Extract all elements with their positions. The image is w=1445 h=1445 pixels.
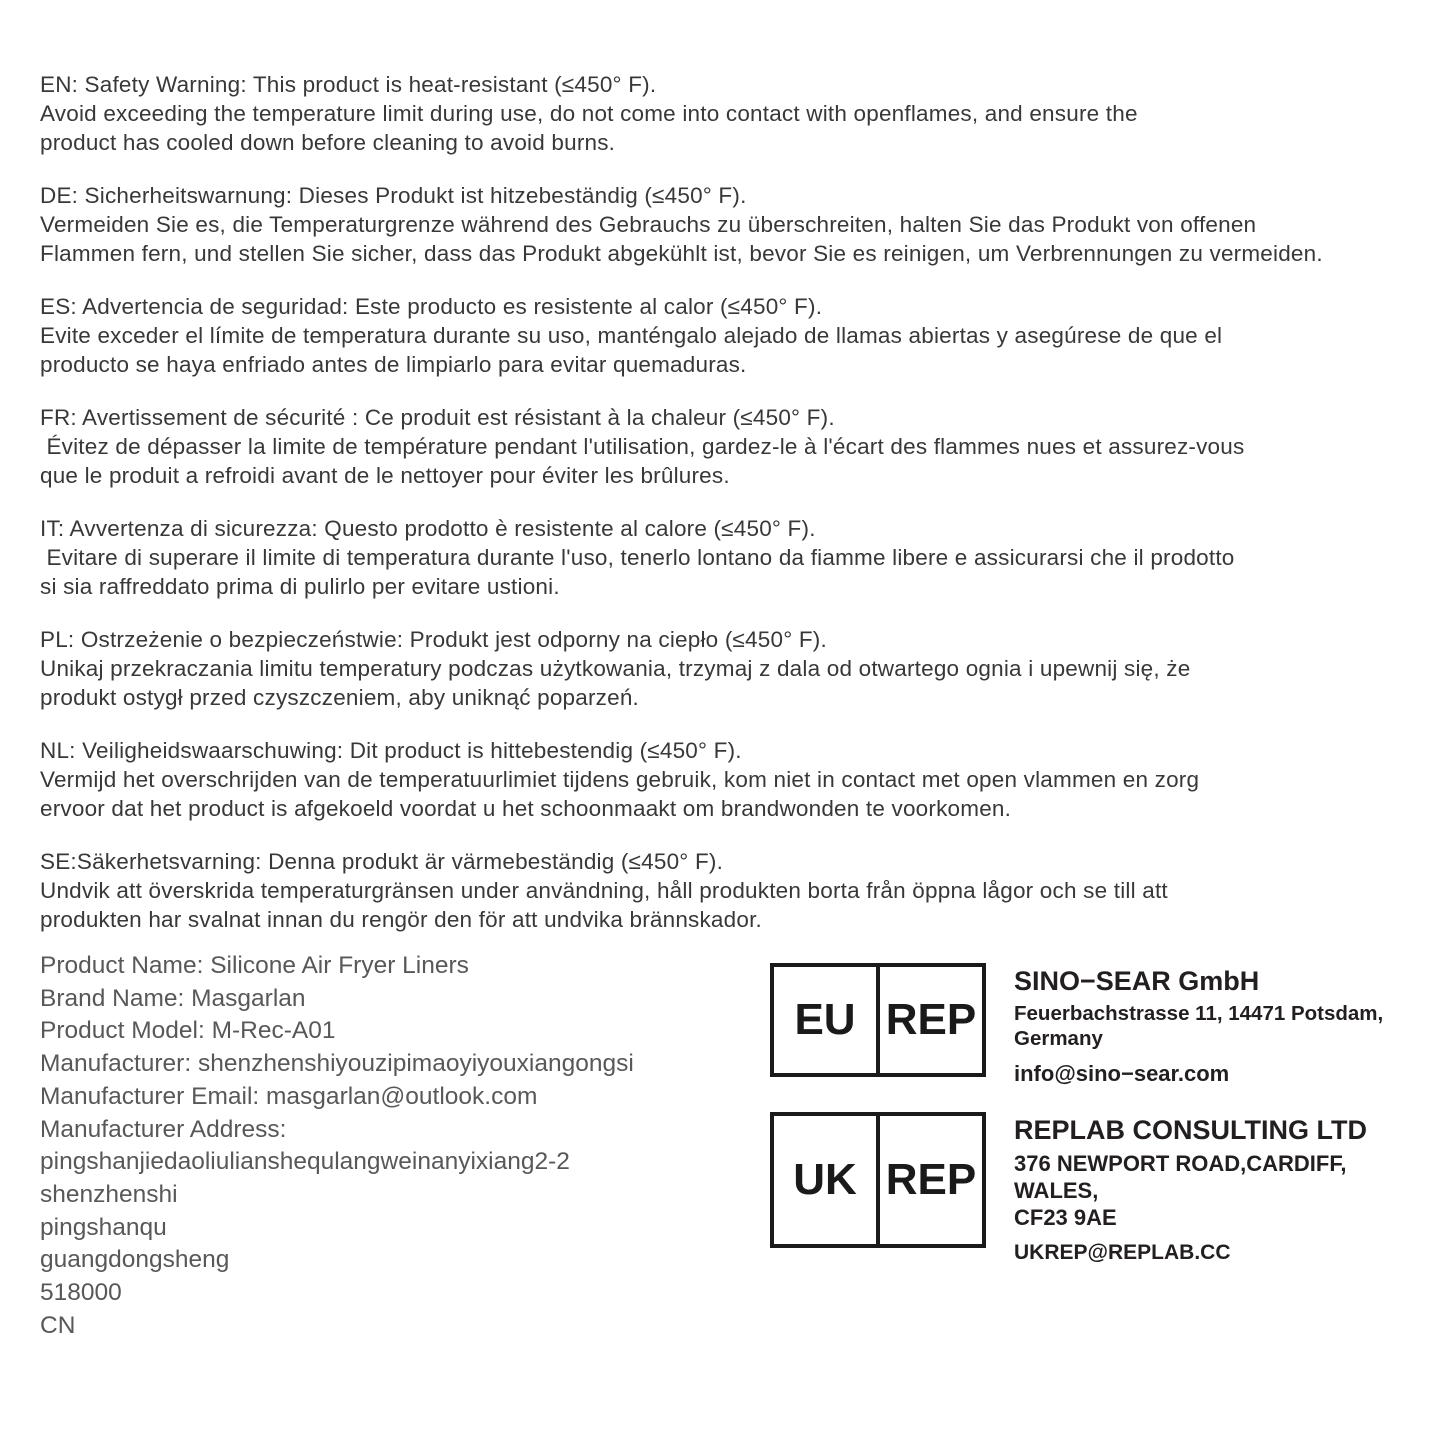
warning-line: DE: Sicherheitswarnung: Dieses Produkt ist hitzebeständig (≤450° F).: [40, 183, 747, 208]
warning-block-pl: [40, 625, 1420, 712]
address-line: pingshanjiedaoliulianshequlangweinanyixiang2-2: [40, 1148, 570, 1176]
uk-rep-icon-left-cell: UK: [770, 1112, 880, 1248]
warning-block-en: [40, 70, 1420, 157]
warning-line: NL: Veiligheidswaarschuwing: Dit product is hittebestendig (≤450° F).: [40, 738, 742, 763]
eu-rep-address-line: Germany: [1014, 1027, 1103, 1050]
eu-rep-address: [1014, 1001, 1383, 1051]
uk-rep-row: [770, 1112, 1420, 1265]
warning-line: IT: Avvertenza di sicurezza: Questo prodotto è resistente al calore (≤450° F).: [40, 516, 816, 541]
address-country-line: CN: [40, 1311, 76, 1339]
warning-line: product has cooled down before cleaning to avoid burns.: [40, 130, 616, 155]
manufacturer-email-line: Manufacturer Email: masgarlan@outlook.com: [40, 1082, 538, 1110]
eu-rep-info: [1014, 963, 1383, 1087]
warning-block-nl: [40, 736, 1420, 823]
warning-line: producto se haya enfriado antes de limpiarlo para evitar quemaduras.: [40, 352, 747, 377]
warning-line: que le produit a refroidi avant de le nettoyer pour éviter les brûlures.: [40, 463, 730, 488]
product-info-section: [40, 950, 740, 1342]
warning-line: SE:Säkerhetsvarning: Denna produkt är värmebeständig (≤450° F).: [40, 849, 724, 874]
uk-rep-email: UKREP@REPLAB.CC: [1014, 1241, 1231, 1264]
eu-rep-row: [770, 963, 1420, 1087]
representatives-section: [770, 963, 1420, 1290]
warning-line: Undvik att överskrida temperaturgränsen under användning, håll produkten borta från öppna lågor och se till att: [40, 878, 1168, 903]
uk-rep-icon: [770, 1112, 986, 1248]
manufacturer-line: Manufacturer: shenzhenshiyouzipimaoyiyouxiangongsi: [40, 1050, 634, 1078]
uk-rep-icon-right-cell: REP: [876, 1112, 986, 1248]
eu-rep-email: info@sino−sear.com: [1014, 1061, 1230, 1086]
warning-line: Vermijd het overschrijden van de temperatuurlimiet tijdens gebruik, kom niet in contact met open vlammen en zorg: [40, 767, 1200, 792]
uk-rep-address-line: CF23 9AE: [1014, 1205, 1117, 1230]
eu-rep-icon-right-cell: REP: [876, 963, 986, 1077]
warning-block-es: [40, 292, 1420, 379]
warning-line: produkten har svalnat innan du rengör den för att undvika brännskador.: [40, 907, 762, 932]
warning-block-se: [40, 847, 1420, 934]
product-name-line: Product Name: Silicone Air Fryer Liners: [40, 952, 469, 979]
warning-line: si sia raffreddato prima di pulirlo per evitare ustioni.: [40, 574, 560, 599]
warning-line: FR: Avertissement de sécurité : Ce produit est résistant à la chaleur (≤450° F).: [40, 405, 835, 430]
eu-rep-icon-left-cell: EU: [770, 963, 880, 1077]
warning-line: Unikaj przekraczania limitu temperatury podczas użytkowania, trzymaj z dala od otwartego ognia i upewnij się, że: [40, 656, 1191, 681]
safety-warnings-section: [40, 70, 1420, 958]
address-line: shenzhenshi: [40, 1180, 178, 1208]
uk-rep-address-line: 376 NEWPORT ROAD,CARDIFF, WALES,: [1014, 1151, 1347, 1203]
warning-line: ervoor dat het product is afgekoeld voordat u het schoonmaakt om brandwonden te voorkomen.: [40, 796, 1012, 821]
warning-line: ES: Advertencia de seguridad: Este producto es resistente al calor (≤450° F).: [40, 294, 823, 319]
address-line: guangdongsheng: [40, 1246, 230, 1274]
product-model-line: Product Model: M-Rec-A01: [40, 1017, 336, 1045]
uk-rep-address: [1014, 1150, 1420, 1231]
warning-block-it: [40, 514, 1420, 601]
warning-block-fr: [40, 403, 1420, 490]
manufacturer-address-label: Manufacturer Address:: [40, 1115, 287, 1143]
eu-rep-icon: [770, 963, 986, 1077]
warning-line: Evite exceder el límite de temperatura durante su uso, manténgalo alejado de llamas abiertas y asegúrese de que el: [40, 323, 1223, 348]
address-postcode-line: 518000: [40, 1279, 122, 1307]
warning-line: Flammen fern, und stellen Sie sicher, dass das Produkt abgekühlt ist, bevor Sie es reinigen, um Verbrennungen zu vermeiden.: [40, 241, 1323, 266]
warning-line: PL: Ostrzeżenie o bezpieczeństwie: Produkt jest odporny na ciepło (≤450° F).: [40, 627, 827, 652]
warning-line: EN: Safety Warning: This product is heat-resistant (≤450° F).: [40, 72, 657, 97]
uk-rep-info: [1014, 1112, 1420, 1265]
warning-line: Avoid exceeding the temperature limit during use, do not come into contact with openflames, and ensure the: [40, 101, 1138, 126]
eu-rep-address-line: Feuerbachstrasse 11, 14471 Potsdam,: [1014, 1002, 1384, 1025]
warning-line: Vermeiden Sie es, die Temperaturgrenze während des Gebrauchs zu überschreiten, halten Sie das Produkt von offenen: [40, 212, 1257, 237]
warning-line: Évitez de dépasser la limite de température pendant l'utilisation, gardez-le à l'écart des flammes nues et assurez-vous: [40, 434, 1245, 459]
eu-rep-company: SINO−SEAR GmbH: [1014, 966, 1260, 996]
brand-name-line: Brand Name: Masgarlan: [40, 984, 306, 1012]
warning-line: Evitare di superare il limite di temperatura durante l'uso, tenerlo lontano da fiamme libere e assicurarsi che il prodotto: [40, 545, 1235, 570]
uk-rep-company: REPLAB CONSULTING LTD: [1014, 1115, 1367, 1145]
warning-line: produkt ostygł przed czyszczeniem, aby uniknąć poparzeń.: [40, 685, 640, 710]
address-line: pingshanqu: [40, 1213, 167, 1241]
warning-block-de: [40, 181, 1420, 268]
